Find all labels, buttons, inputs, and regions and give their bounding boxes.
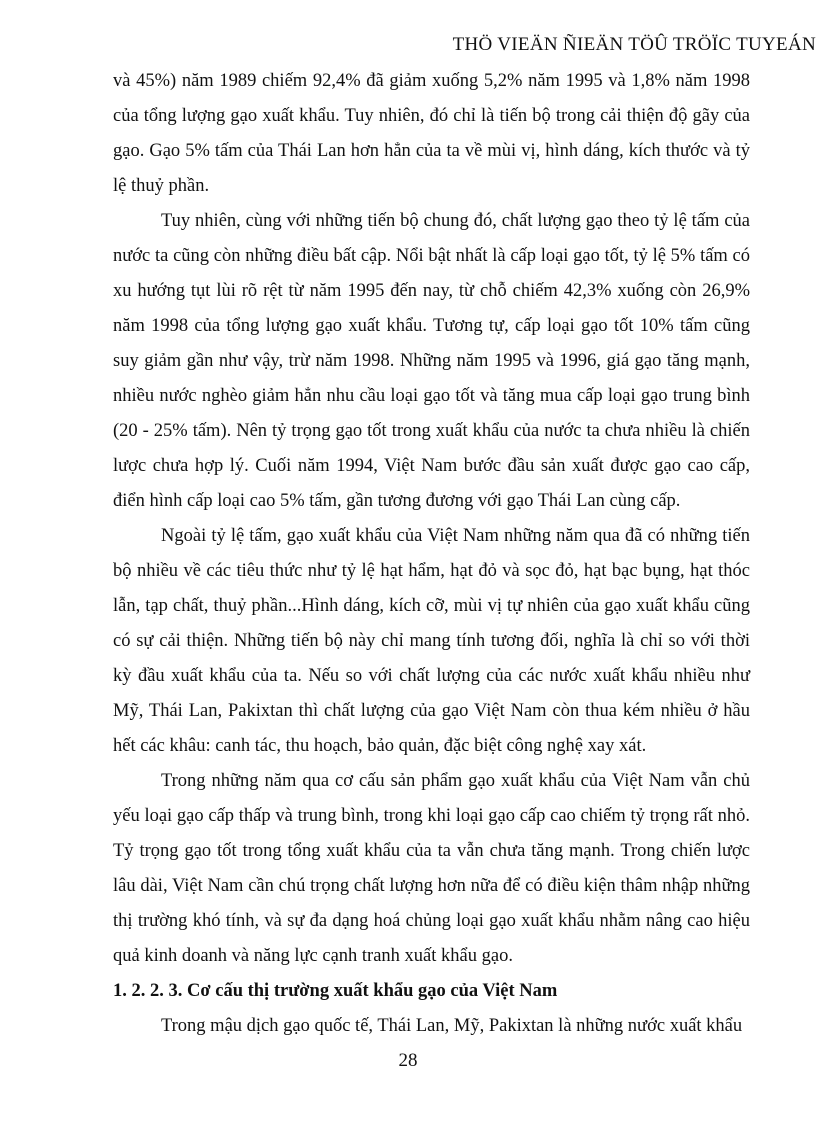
document-body — [113, 64, 750, 1044]
running-header: THÖ VIEÄN ÑIEÄN TÖÛ TRÖÏC TUYEÁN — [452, 34, 816, 55]
paragraph-rice-quality-shortcomings: Tuy nhiên, cùng với những tiến bộ chung đó, chất lượng gạo theo tỷ lệ tấm của nước ta cũng còn những điều bất cập. Nổi bật nhất là cấp loại gạo tốt, tỷ lệ 5% tấm có xu hướng tụt lùi rõ rệt từ năm 1995 đến nay, từ chỗ chiếm 42,3% xuống còn 26,9% năm 1998 của tổng lượng gạo xuất khẩu. Tương tự, cấp loại gạo tốt 10% tấm cũng suy giảm gần như vậy, trừ năm 1998. Những năm 1995 và 1996, giá gạo tăng mạnh, nhiều nước nghèo giảm hẳn nhu cầu loại gạo tốt và tăng mua cấp loại gạo trung bình (20 - 25% tấm). Nên tỷ trọng gạo tốt trong xuất khẩu của nước ta chưa nhiều là chiến lược chưa hợp lý. Cuối năm 1994, Việt Nam bước đầu sản xuất được gạo cao cấp, điển hình cấp loại cao 5% tấm, gần tương đương với gạo Thái Lan cùng cấp. — [113, 211, 750, 511]
paragraph-quality-improvements: Ngoài tỷ lệ tấm, gạo xuất khẩu của Việt Nam những năm qua đã có những tiến bộ nhiều về các tiêu thức như tỷ lệ hạt hẩm, hạt đỏ và sọc đỏ, hạt bạc bụng, hạt thóc lẫn, tạp chất, thuỷ phần...Hình dáng, kích cỡ, mùi vị tự nhiên của gạo xuất khẩu cũng có sự cải thiện. Những tiến bộ này chỉ mang tính tương đối, nghĩa là chỉ so với thời kỳ đầu xuất khẩu của ta. Nếu so với chất lượng của các nước xuất khẩu nhiều như Mỹ, Thái Lan, Pakixtan thì chất lượng của gạo Việt Nam còn thua kém nhiều ở hầu hết các khâu: canh tác, thu hoạch, bảo quản, đặc biệt công nghệ xay xát. — [113, 526, 750, 756]
paragraph-market-structure: Trong mậu dịch gạo quốc tế, Thái Lan, Mỹ, Pakixtan là những nước xuất khẩu — [161, 1016, 743, 1036]
paragraph-product-structure: Trong những năm qua cơ cấu sản phẩm gạo xuất khẩu của Việt Nam vẫn chủ yếu loại gạo cấp thấp và trung bình, trong khi loại gạo cấp cao chiếm tỷ trọng rất nhỏ. Tỷ trọng gạo tốt trong tổng xuất khẩu của ta vẫn chưa tăng mạnh. Trong chiến lược lâu dài, Việt Nam cần chú trọng chất lượng hơn nữa để có điều kiện thâm nhập những thị trường khó tính, và sự đa dạng hoá chủng loại gạo xuất khẩu nhằm nâng cao hiệu quả kinh doanh và năng lực cạnh tranh xuất khẩu gạo. — [113, 771, 750, 966]
section-heading: 1. 2. 2. 3. Cơ cấu thị trường xuất khẩu gạo của Việt Nam — [113, 981, 558, 1001]
paragraph-continuation: và 45%) năm 1989 chiếm 92,4% đã giảm xuống 5,2% năm 1995 và 1,8% năm 1998 của tổng lượng gạo xuất khẩu. Tuy nhiên, đó chỉ là tiến bộ trong cải thiện độ gãy của gạo. Gạo 5% tấm của Thái Lan hơn hẳn của ta về mùi vị, hình dáng, kích thước và tỷ lệ thuỷ phần. — [113, 71, 750, 196]
page-number: 28 — [398, 1050, 418, 1071]
